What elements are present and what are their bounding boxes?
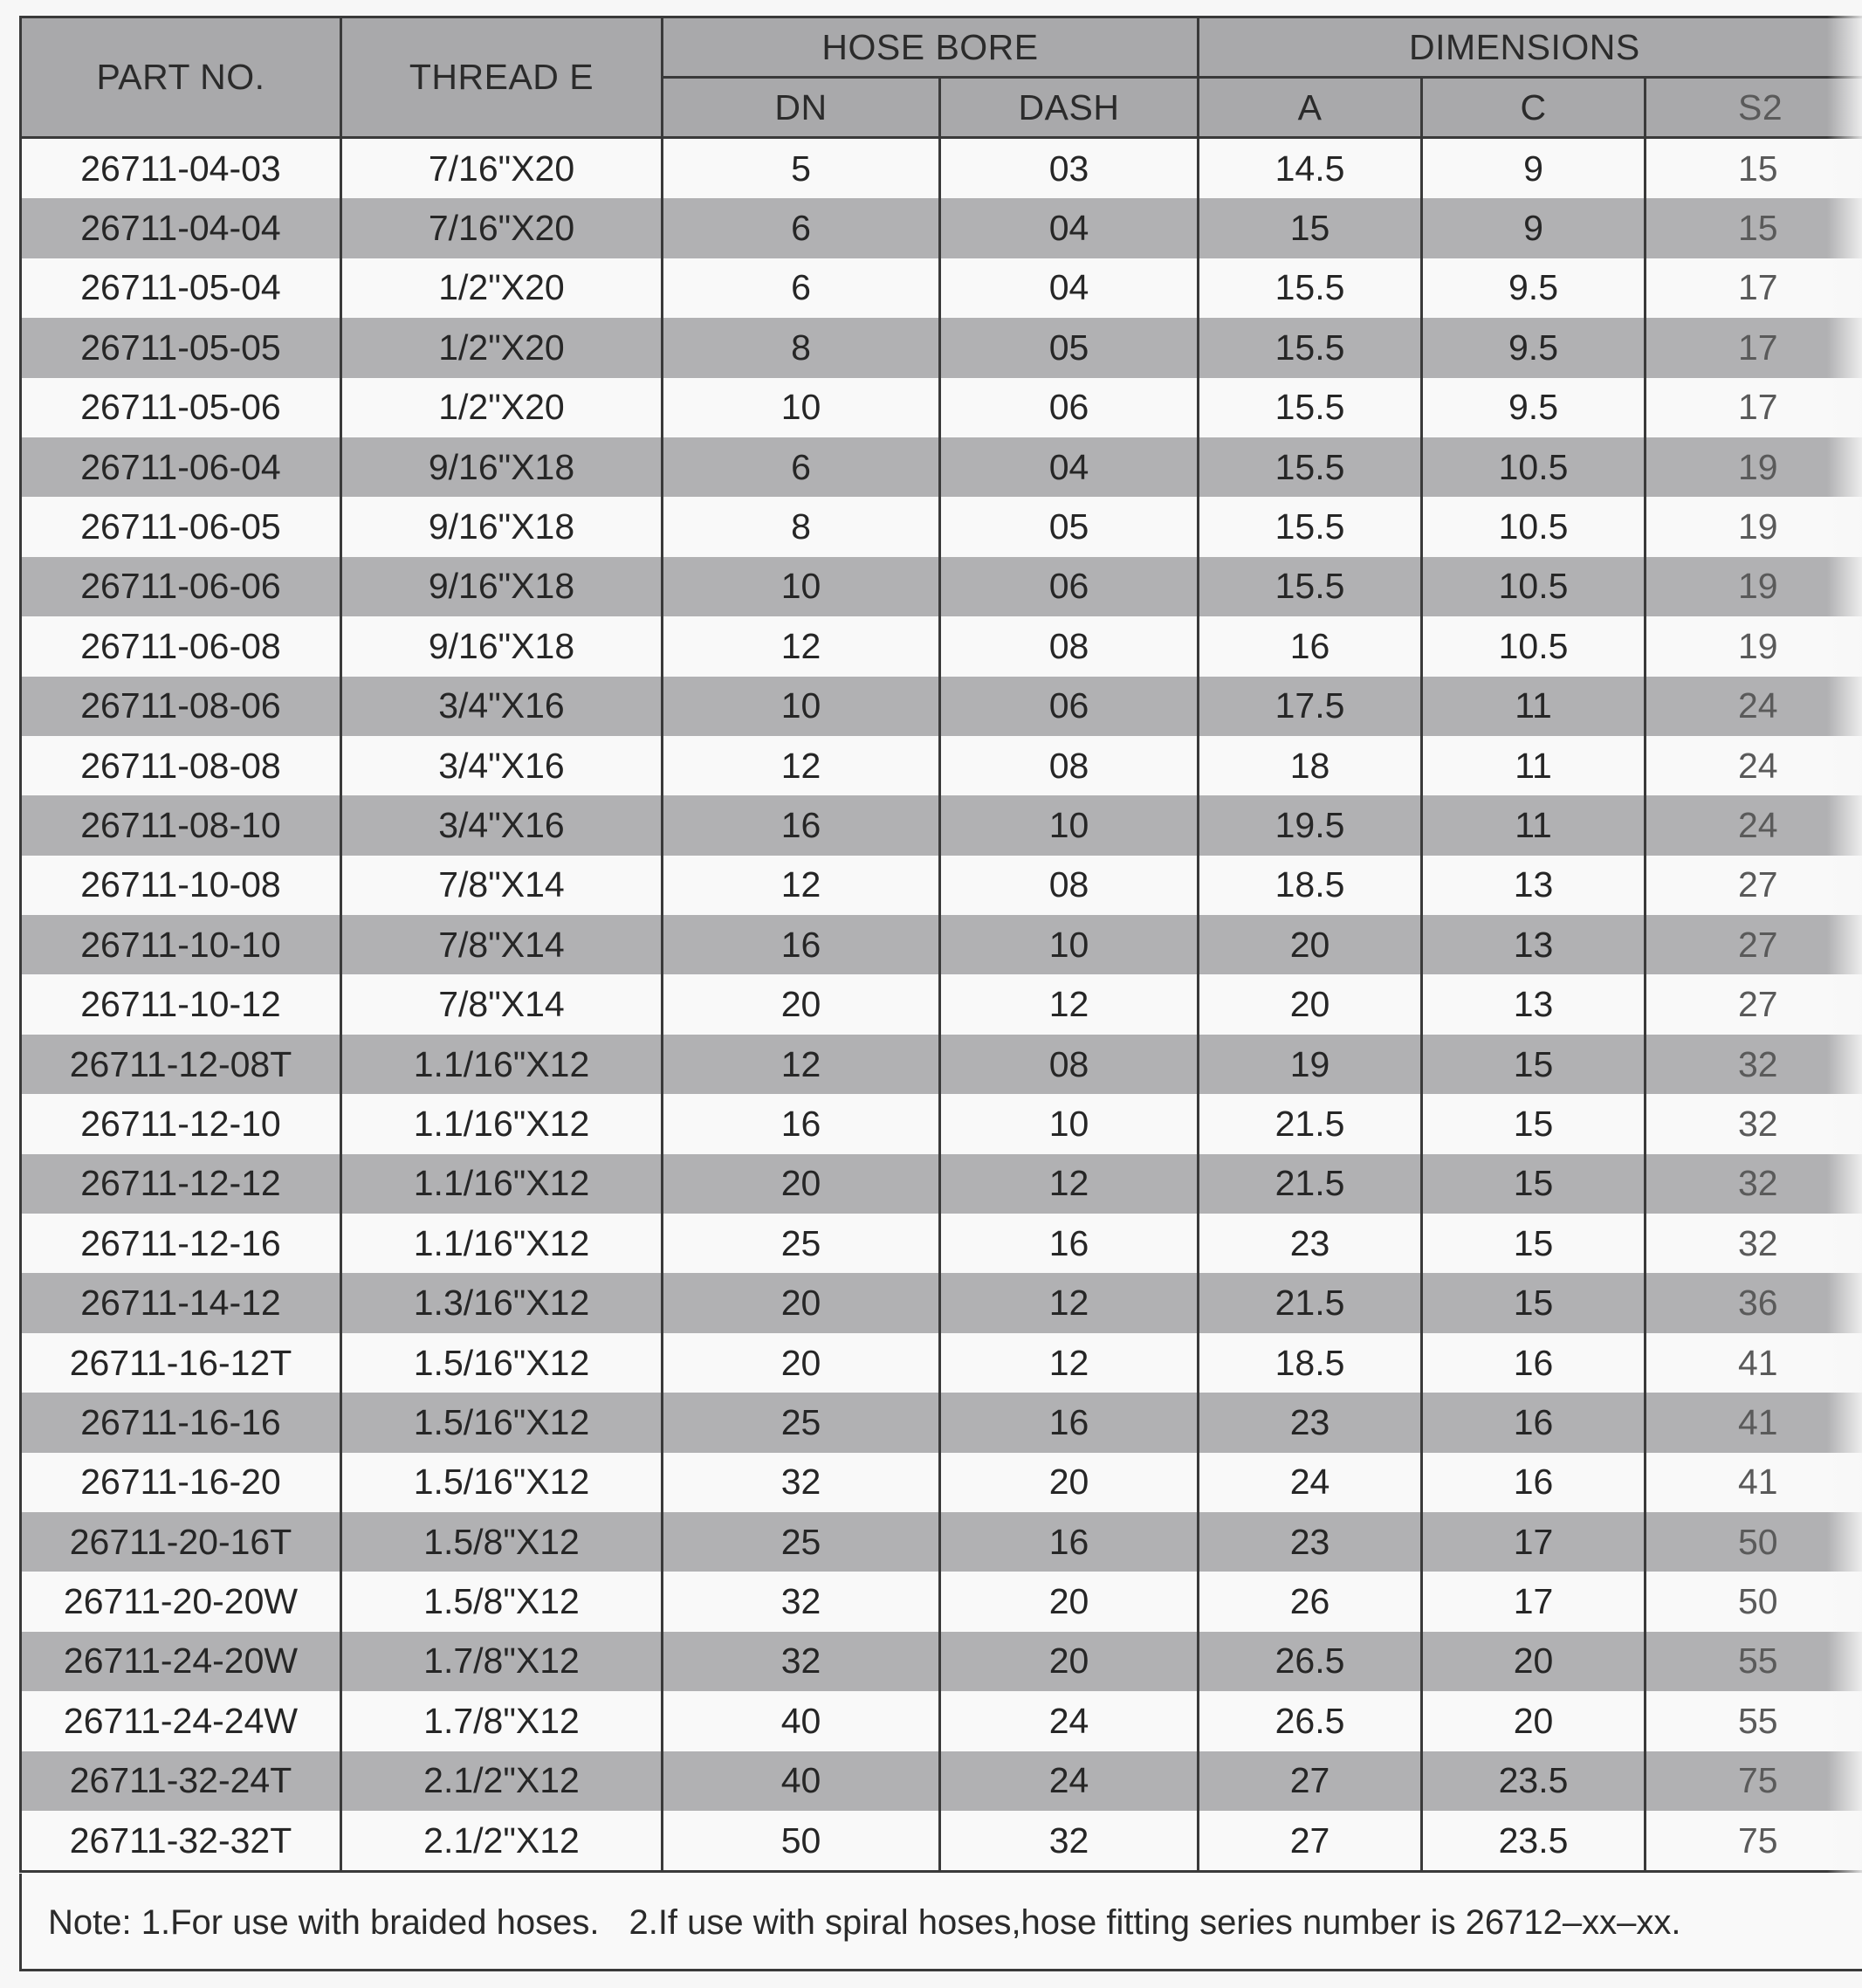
part-no-cell: 26711-05-05 xyxy=(21,318,341,377)
header-dash: DASH xyxy=(940,78,1199,138)
dn-cell: 20 xyxy=(663,1273,940,1332)
dim-a-cell: 14.5 xyxy=(1199,138,1422,199)
fitting-spec-table xyxy=(19,16,1862,1873)
dim-a-cell: 27 xyxy=(1199,1751,1422,1811)
part-no-cell: 26711-12-12 xyxy=(21,1154,341,1214)
thread-cell: 9/16"X18 xyxy=(341,497,663,556)
part-no-cell: 26711-04-04 xyxy=(21,198,341,258)
thread-cell: 1.5/8"X12 xyxy=(341,1512,663,1572)
part-no-cell: 26711-06-05 xyxy=(21,497,341,556)
dn-cell: 6 xyxy=(663,198,940,258)
dn-cell: 6 xyxy=(663,437,940,497)
dn-cell: 40 xyxy=(663,1691,940,1751)
part-no-cell: 26711-32-24T xyxy=(21,1751,341,1811)
dim-c-cell: 15 xyxy=(1422,1035,1646,1094)
header-c: C xyxy=(1422,78,1646,138)
dn-cell: 40 xyxy=(663,1751,940,1811)
dim-a-cell: 17.5 xyxy=(1199,677,1422,736)
dim-a-cell: 19 xyxy=(1199,1035,1422,1094)
dim-c-cell: 9.5 xyxy=(1422,318,1646,377)
table-row xyxy=(21,1094,1862,1153)
table-row xyxy=(21,1273,1862,1332)
dash-cell: 06 xyxy=(940,677,1199,736)
dash-cell: 12 xyxy=(940,1154,1199,1214)
dash-cell: 10 xyxy=(940,1094,1199,1153)
dim-a-cell: 16 xyxy=(1199,616,1422,676)
thread-cell: 1.1/16"X12 xyxy=(341,1214,663,1273)
part-no-cell: 26711-04-03 xyxy=(21,138,341,199)
part-no-cell: 26711-12-16 xyxy=(21,1214,341,1273)
dash-cell: 20 xyxy=(940,1453,1199,1512)
dash-cell: 12 xyxy=(940,1273,1199,1332)
table-row xyxy=(21,1453,1862,1512)
dim-a-cell: 23 xyxy=(1199,1393,1422,1452)
table-row xyxy=(21,1811,1862,1872)
dash-cell: 04 xyxy=(940,258,1199,318)
dim-a-cell: 18.5 xyxy=(1199,1333,1422,1393)
dash-cell: 08 xyxy=(940,856,1199,915)
dn-cell: 8 xyxy=(663,318,940,377)
part-no-cell: 26711-16-20 xyxy=(21,1453,341,1512)
table-row xyxy=(21,1154,1862,1214)
part-no-cell: 26711-16-12T xyxy=(21,1333,341,1393)
dim-a-cell: 21.5 xyxy=(1199,1094,1422,1153)
dim-a-cell: 20 xyxy=(1199,974,1422,1034)
dim-a-cell: 18 xyxy=(1199,736,1422,795)
dim-c-cell: 20 xyxy=(1422,1691,1646,1751)
footnote-1: Note: 1.For use with braided hoses. xyxy=(48,1903,600,1942)
table-row xyxy=(21,677,1862,736)
dim-c-cell: 9 xyxy=(1422,198,1646,258)
dim-s2-cell: 24 xyxy=(1646,736,1862,795)
dn-cell: 10 xyxy=(663,378,940,437)
dim-a-cell: 26.5 xyxy=(1199,1632,1422,1691)
dash-cell: 08 xyxy=(940,616,1199,676)
dim-s2-cell: 27 xyxy=(1646,856,1862,915)
header-a: A xyxy=(1199,78,1422,138)
thread-cell: 3/4"X16 xyxy=(341,677,663,736)
dash-cell: 16 xyxy=(940,1393,1199,1452)
thread-cell: 1.1/16"X12 xyxy=(341,1035,663,1094)
table-row xyxy=(21,318,1862,377)
dim-s2-cell: 41 xyxy=(1646,1453,1862,1512)
dim-c-cell: 23.5 xyxy=(1422,1751,1646,1811)
thread-cell: 7/16"X20 xyxy=(341,198,663,258)
dim-a-cell: 15.5 xyxy=(1199,437,1422,497)
thread-cell: 3/4"X16 xyxy=(341,795,663,855)
dn-cell: 25 xyxy=(663,1214,940,1273)
dn-cell: 50 xyxy=(663,1811,940,1872)
dash-cell: 08 xyxy=(940,1035,1199,1094)
header-s2: S2 xyxy=(1646,78,1862,138)
dim-s2-cell: 24 xyxy=(1646,795,1862,855)
thread-cell: 1/2"X20 xyxy=(341,258,663,318)
dash-cell: 04 xyxy=(940,198,1199,258)
dn-cell: 8 xyxy=(663,497,940,556)
dash-cell: 20 xyxy=(940,1632,1199,1691)
header-dn: DN xyxy=(663,78,940,138)
dash-cell: 24 xyxy=(940,1751,1199,1811)
table-row xyxy=(21,856,1862,915)
part-no-cell: 26711-24-20W xyxy=(21,1632,341,1691)
dim-a-cell: 24 xyxy=(1199,1453,1422,1512)
dim-c-cell: 15 xyxy=(1422,1094,1646,1153)
dim-a-cell: 20 xyxy=(1199,915,1422,974)
part-no-cell: 26711-05-04 xyxy=(21,258,341,318)
thread-cell: 1.5/16"X12 xyxy=(341,1393,663,1452)
dim-a-cell: 27 xyxy=(1199,1811,1422,1872)
part-no-cell: 26711-14-12 xyxy=(21,1273,341,1332)
dash-cell: 10 xyxy=(940,915,1199,974)
dim-s2-cell: 32 xyxy=(1646,1214,1862,1273)
dn-cell: 6 xyxy=(663,258,940,318)
dim-s2-cell: 32 xyxy=(1646,1154,1862,1214)
dim-s2-cell: 75 xyxy=(1646,1751,1862,1811)
thread-cell: 1.7/8"X12 xyxy=(341,1691,663,1751)
thread-cell: 2.1/2"X12 xyxy=(341,1751,663,1811)
dim-s2-cell: 36 xyxy=(1646,1273,1862,1332)
dn-cell: 16 xyxy=(663,915,940,974)
dash-cell: 32 xyxy=(940,1811,1199,1872)
dash-cell: 08 xyxy=(940,736,1199,795)
part-no-cell: 26711-08-10 xyxy=(21,795,341,855)
dash-cell: 03 xyxy=(940,138,1199,199)
dash-cell: 20 xyxy=(940,1572,1199,1631)
part-no-cell: 26711-08-06 xyxy=(21,677,341,736)
thread-cell: 9/16"X18 xyxy=(341,616,663,676)
header-part-no: PART NO. xyxy=(21,17,341,138)
dim-s2-cell: 19 xyxy=(1646,497,1862,556)
part-no-cell: 26711-12-08T xyxy=(21,1035,341,1094)
dim-s2-cell: 55 xyxy=(1646,1632,1862,1691)
dn-cell: 32 xyxy=(663,1632,940,1691)
part-no-cell: 26711-06-06 xyxy=(21,557,341,616)
part-no-cell: 26711-32-32T xyxy=(21,1811,341,1872)
dn-cell: 25 xyxy=(663,1393,940,1452)
dim-s2-cell: 27 xyxy=(1646,915,1862,974)
dash-cell: 04 xyxy=(940,437,1199,497)
dash-cell: 06 xyxy=(940,557,1199,616)
dim-c-cell: 9.5 xyxy=(1422,378,1646,437)
dim-c-cell: 17 xyxy=(1422,1572,1646,1631)
thread-cell: 2.1/2"X12 xyxy=(341,1811,663,1872)
thread-cell: 1.5/8"X12 xyxy=(341,1572,663,1631)
dim-c-cell: 10.5 xyxy=(1422,616,1646,676)
dim-s2-cell: 41 xyxy=(1646,1333,1862,1393)
dim-a-cell: 15.5 xyxy=(1199,378,1422,437)
dim-c-cell: 13 xyxy=(1422,856,1646,915)
dim-a-cell: 15 xyxy=(1199,198,1422,258)
dn-cell: 10 xyxy=(663,557,940,616)
table-row xyxy=(21,1572,1862,1631)
dash-cell: 12 xyxy=(940,1333,1199,1393)
dim-a-cell: 15.5 xyxy=(1199,497,1422,556)
dim-c-cell: 13 xyxy=(1422,915,1646,974)
dn-cell: 16 xyxy=(663,795,940,855)
thread-cell: 1.1/16"X12 xyxy=(341,1154,663,1214)
thread-cell: 1/2"X20 xyxy=(341,378,663,437)
header-dimensions: DIMENSIONS xyxy=(1199,17,1862,78)
dim-s2-cell: 17 xyxy=(1646,378,1862,437)
dn-cell: 32 xyxy=(663,1453,940,1512)
dim-c-cell: 17 xyxy=(1422,1512,1646,1572)
dim-a-cell: 15.5 xyxy=(1199,557,1422,616)
thread-cell: 1.5/16"X12 xyxy=(341,1333,663,1393)
part-no-cell: 26711-20-20W xyxy=(21,1572,341,1631)
table-row xyxy=(21,138,1862,199)
dim-s2-cell: 19 xyxy=(1646,616,1862,676)
dash-cell: 12 xyxy=(940,974,1199,1034)
spec-sheet xyxy=(19,16,1862,1971)
thread-cell: 9/16"X18 xyxy=(341,557,663,616)
table-row xyxy=(21,915,1862,974)
dim-c-cell: 16 xyxy=(1422,1453,1646,1512)
thread-cell: 1.7/8"X12 xyxy=(341,1632,663,1691)
table-row xyxy=(21,974,1862,1034)
table-row xyxy=(21,1214,1862,1273)
dim-s2-cell: 41 xyxy=(1646,1393,1862,1452)
dim-c-cell: 9.5 xyxy=(1422,258,1646,318)
dim-c-cell: 10.5 xyxy=(1422,497,1646,556)
dim-a-cell: 26 xyxy=(1199,1572,1422,1631)
dim-a-cell: 19.5 xyxy=(1199,795,1422,855)
table-body xyxy=(21,138,1862,1872)
table-row xyxy=(21,557,1862,616)
part-no-cell: 26711-12-10 xyxy=(21,1094,341,1153)
dim-c-cell: 10.5 xyxy=(1422,557,1646,616)
thread-cell: 1.5/16"X12 xyxy=(341,1453,663,1512)
table-row xyxy=(21,497,1862,556)
part-no-cell: 26711-10-08 xyxy=(21,856,341,915)
dash-cell: 05 xyxy=(940,497,1199,556)
dn-cell: 12 xyxy=(663,1035,940,1094)
dash-cell: 16 xyxy=(940,1214,1199,1273)
dim-c-cell: 11 xyxy=(1422,736,1646,795)
thread-cell: 1.1/16"X12 xyxy=(341,1094,663,1153)
dim-c-cell: 11 xyxy=(1422,677,1646,736)
dim-s2-cell: 19 xyxy=(1646,557,1862,616)
dn-cell: 12 xyxy=(663,736,940,795)
table-row xyxy=(21,616,1862,676)
part-no-cell: 26711-24-24W xyxy=(21,1691,341,1751)
dim-s2-cell: 50 xyxy=(1646,1512,1862,1572)
table-row xyxy=(21,1333,1862,1393)
dim-c-cell: 15 xyxy=(1422,1154,1646,1214)
thread-cell: 7/16"X20 xyxy=(341,138,663,199)
table-row xyxy=(21,1691,1862,1751)
dim-s2-cell: 24 xyxy=(1646,677,1862,736)
dim-s2-cell: 17 xyxy=(1646,318,1862,377)
part-no-cell: 26711-16-16 xyxy=(21,1393,341,1452)
table-row xyxy=(21,736,1862,795)
dn-cell: 25 xyxy=(663,1512,940,1572)
dim-s2-cell: 55 xyxy=(1646,1691,1862,1751)
dim-s2-cell: 17 xyxy=(1646,258,1862,318)
table-row xyxy=(21,437,1862,497)
dn-cell: 12 xyxy=(663,616,940,676)
thread-cell: 1.3/16"X12 xyxy=(341,1273,663,1332)
dash-cell: 05 xyxy=(940,318,1199,377)
dim-c-cell: 23.5 xyxy=(1422,1811,1646,1872)
dim-a-cell: 21.5 xyxy=(1199,1154,1422,1214)
table-row xyxy=(21,1393,1862,1452)
dim-s2-cell: 19 xyxy=(1646,437,1862,497)
dim-s2-cell: 32 xyxy=(1646,1035,1862,1094)
dash-cell: 24 xyxy=(940,1691,1199,1751)
dim-s2-cell: 15 xyxy=(1646,138,1862,199)
dim-a-cell: 23 xyxy=(1199,1214,1422,1273)
dim-c-cell: 13 xyxy=(1422,974,1646,1034)
dim-a-cell: 18.5 xyxy=(1199,856,1422,915)
thread-cell: 9/16"X18 xyxy=(341,437,663,497)
table-row xyxy=(21,258,1862,318)
dim-c-cell: 10.5 xyxy=(1422,437,1646,497)
header-thread: THREAD E xyxy=(341,17,663,138)
table-row xyxy=(21,1632,1862,1691)
dim-s2-cell: 50 xyxy=(1646,1572,1862,1631)
header-hose-bore: HOSE BORE xyxy=(663,17,1199,78)
dn-cell: 20 xyxy=(663,1333,940,1393)
dim-a-cell: 15.5 xyxy=(1199,318,1422,377)
part-no-cell: 26711-20-16T xyxy=(21,1512,341,1572)
dim-a-cell: 21.5 xyxy=(1199,1273,1422,1332)
dn-cell: 20 xyxy=(663,1154,940,1214)
dim-s2-cell: 15 xyxy=(1646,198,1862,258)
dim-a-cell: 26.5 xyxy=(1199,1691,1422,1751)
part-no-cell: 26711-06-08 xyxy=(21,616,341,676)
part-no-cell: 26711-06-04 xyxy=(21,437,341,497)
dim-a-cell: 15.5 xyxy=(1199,258,1422,318)
thread-cell: 7/8"X14 xyxy=(341,915,663,974)
dim-s2-cell: 75 xyxy=(1646,1811,1862,1872)
table-row xyxy=(21,378,1862,437)
dash-cell: 10 xyxy=(940,795,1199,855)
part-no-cell: 26711-10-10 xyxy=(21,915,341,974)
table-header xyxy=(21,17,1862,138)
table-row xyxy=(21,198,1862,258)
dim-s2-cell: 27 xyxy=(1646,974,1862,1034)
part-no-cell: 26711-05-06 xyxy=(21,378,341,437)
dn-cell: 20 xyxy=(663,974,940,1034)
dn-cell: 12 xyxy=(663,856,940,915)
dn-cell: 5 xyxy=(663,138,940,199)
dash-cell: 16 xyxy=(940,1512,1199,1572)
thread-cell: 7/8"X14 xyxy=(341,856,663,915)
dim-c-cell: 9 xyxy=(1422,138,1646,199)
dim-c-cell: 11 xyxy=(1422,795,1646,855)
dim-s2-cell: 32 xyxy=(1646,1094,1862,1153)
dim-c-cell: 15 xyxy=(1422,1273,1646,1332)
table-row xyxy=(21,795,1862,855)
dim-c-cell: 15 xyxy=(1422,1214,1646,1273)
dim-c-cell: 16 xyxy=(1422,1333,1646,1393)
dim-a-cell: 23 xyxy=(1199,1512,1422,1572)
dim-c-cell: 16 xyxy=(1422,1393,1646,1452)
footnote xyxy=(19,1874,1862,1971)
footnote-2: 2.If use with spiral hoses,hose fitting series number is 26712–xx–xx. xyxy=(629,1903,1681,1942)
table-row xyxy=(21,1751,1862,1811)
dash-cell: 06 xyxy=(940,378,1199,437)
part-no-cell: 26711-10-12 xyxy=(21,974,341,1034)
table-row xyxy=(21,1035,1862,1094)
part-no-cell: 26711-08-08 xyxy=(21,736,341,795)
thread-cell: 7/8"X14 xyxy=(341,974,663,1034)
thread-cell: 1/2"X20 xyxy=(341,318,663,377)
thread-cell: 3/4"X16 xyxy=(341,736,663,795)
dn-cell: 32 xyxy=(663,1572,940,1631)
dim-c-cell: 20 xyxy=(1422,1632,1646,1691)
table-row xyxy=(21,1512,1862,1572)
dn-cell: 16 xyxy=(663,1094,940,1153)
dn-cell: 10 xyxy=(663,677,940,736)
